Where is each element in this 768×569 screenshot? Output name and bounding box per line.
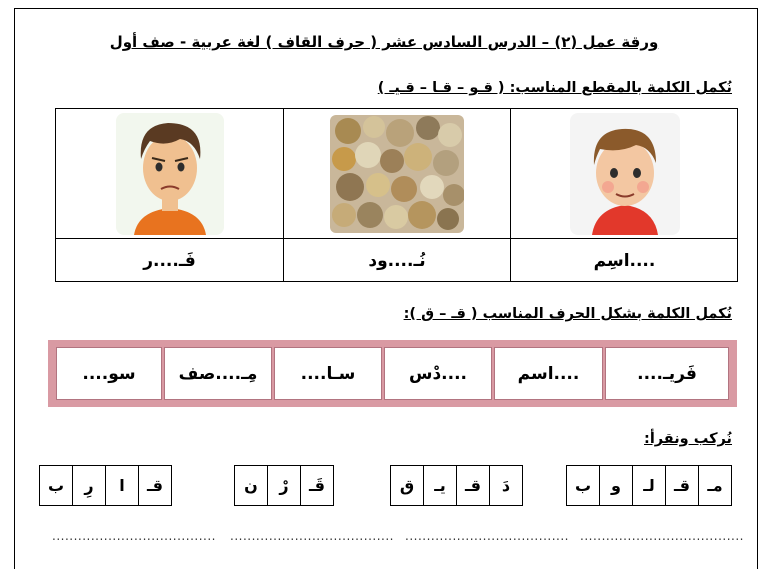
section1-heading: نُكمل الكلمة بالمقطع المناسب: ( قـو – قـا – قـيـ ) [377, 80, 732, 96]
letter-group-1 [566, 465, 732, 506]
answer-line-3[interactable]: ...................................... [230, 529, 394, 543]
letter-cell: و [599, 466, 632, 505]
letter-cell: قَـ [300, 466, 333, 505]
letter-cell: يـ [423, 466, 456, 505]
letter-group-3 [234, 465, 334, 506]
word-box-4: سـا.... [274, 347, 382, 400]
boy-face-icon [511, 109, 738, 238]
letter-shape-box [48, 340, 737, 407]
letter-cell: ق [399, 476, 415, 495]
letter-cell: ب [574, 476, 592, 495]
answer-line-2[interactable]: ...................................... [405, 529, 569, 543]
picture-word-table [55, 108, 738, 282]
letter-group-4 [39, 465, 172, 506]
letter-cell: قـ [138, 466, 171, 505]
letter-cell: ب [47, 476, 65, 495]
word-box-6: سو.... [56, 347, 162, 400]
word-cell-1: ....اسِم [593, 250, 656, 271]
answer-line-4[interactable]: ...................................... [52, 529, 216, 543]
word-box-5: مِـ....صف [164, 347, 272, 400]
section2-heading: نُكمل الكلمة بشكل الحرف المناسب ( قـ – ق ): [403, 306, 732, 322]
section3-heading: نُركب ونقرأ: [644, 431, 732, 447]
letter-cell: دَ [489, 466, 522, 505]
letter-cell: رْ [267, 466, 300, 505]
coins-icon [284, 109, 510, 238]
word-box-3: ....دْس [384, 347, 492, 400]
sad-boy-icon [56, 109, 283, 238]
letter-group-2 [390, 465, 523, 506]
letter-cell: قـ [456, 466, 489, 505]
letter-cell: رِ [72, 466, 105, 505]
letter-cell: مـ [698, 466, 731, 505]
word-box-1: فَريـ.... [605, 347, 729, 400]
answer-line-1[interactable]: ...................................... [580, 529, 744, 543]
word-box-2: ....اسم [494, 347, 603, 400]
worksheet-title: ورقة عمل (٢) – الدرس السادس عشر ( حرف القاف ) لغة عربية - صف أول [109, 33, 659, 51]
word-cell-2: نُـ....ود [368, 250, 426, 271]
letter-cell: ا [105, 466, 138, 505]
letter-cell: لـ [632, 466, 665, 505]
word-cell-3: فَـ....ر [143, 250, 196, 271]
letter-cell: ن [244, 476, 258, 495]
letter-cell: قـ [665, 466, 698, 505]
